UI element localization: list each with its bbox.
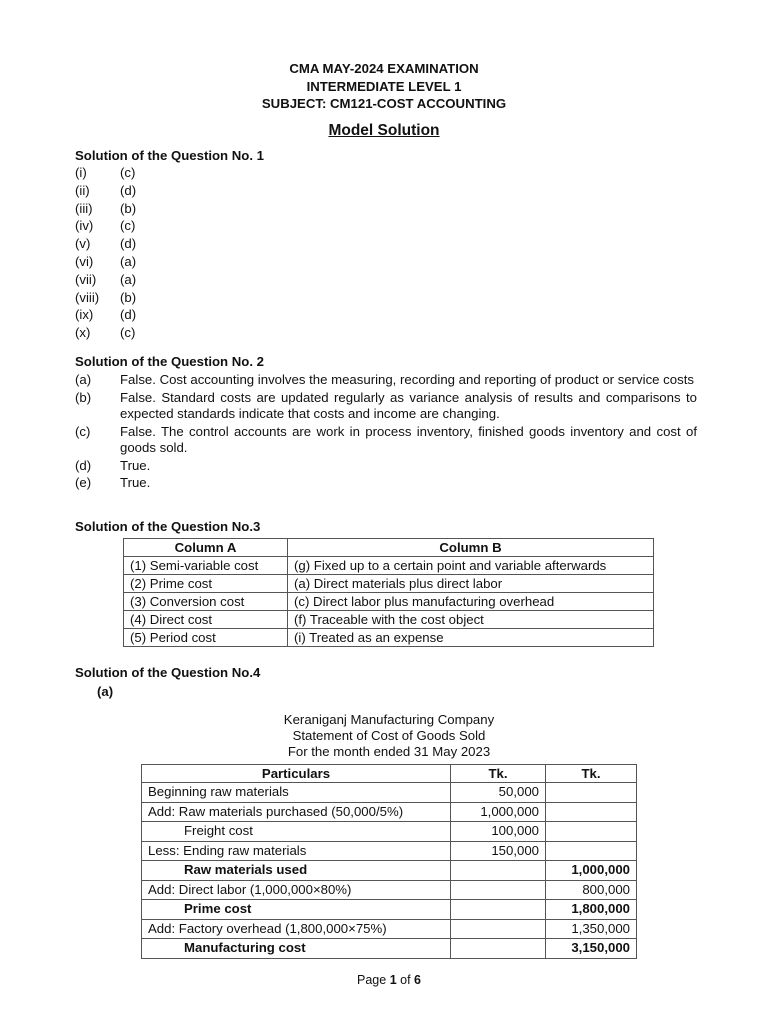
list-item: (e) True. [75,475,151,490]
tk-header-2: Tk. [546,765,637,783]
statement-period: For the month ended 31 May 2023 [287,744,491,759]
list-item: (vii) (a) [75,271,137,287]
q3-matching-table [123,538,654,647]
table-row: Raw materials used 1,000,000 [142,861,637,881]
table-row: (3) Conversion cost (c) Direct labor plus manufacturing overhead [124,593,654,611]
list-item: (iii) (b) [75,200,137,216]
exam-title: CMA MAY-2024 EXAMINATION [289,61,479,76]
table-header-row [142,765,637,783]
table-row: Manufacturing cost 3,150,000 [142,939,637,959]
list-item: (i) (c) [75,165,136,180]
list-item: (ix) (d) [75,307,137,323]
tk-header-1: Tk. [451,765,546,783]
list-item: (viii) (b) [75,289,137,305]
column-b-header: Column B [288,539,654,557]
q4-title: Solution of the Question No.4 [75,665,261,680]
q4-part-label: (a) [97,684,114,699]
table-row: (5) Period cost (i) Treated as an expense [124,629,654,647]
exam-header [0,60,768,113]
list-item: (d) True. [75,457,151,473]
table-row: (1) Semi-variable cost (g) Fixed up to a certain point and variable afterwards [124,557,654,575]
list-item: (c) False. The control accounts are work in process inventory, finished goods inventory and cost of goods sold. [75,423,697,455]
list-item: (a) False. Cost accounting involves the measuring, recording and reporting of product or service costs [75,372,694,387]
list-item: (v) (d) [75,236,137,252]
page-number: Page 1 of 6 [357,973,421,987]
q2-title: Solution of the Question No. 2 [75,354,265,369]
statement-heading [0,712,768,760]
list-item: (iv) (c) [75,218,136,234]
table-row: (2) Prime cost (a) Direct materials plus direct labor [124,575,654,593]
statement-title: Statement of Cost of Goods Sold [292,728,486,743]
table-row: Less: Ending raw materials 150,000 [142,841,637,861]
q1-title: Solution of the Question No. 1 [75,148,265,163]
q1-answer-list [75,164,136,342]
table-row: Freight cost 100,000 [142,822,637,842]
list-item: (b) False. Standard costs are updated regularly as variance analysis of results and comparisons to expected standards indicate that costs and income are changing. [75,389,697,421]
table-header-row [124,539,654,557]
table-row: Add: Raw materials purchased (50,000/5%) 1,000,000 [142,802,637,822]
exam-subject: SUBJECT: CM121-COST ACCOUNTING [261,96,507,111]
particulars-header: Particulars [142,765,451,783]
table-row: Add: Direct labor (1,000,000×80%) 800,000 [142,880,637,900]
q3-title: Solution of the Question No.3 [75,519,261,534]
q2-answer-list [75,372,697,493]
list-item: (vi) (a) [75,253,137,269]
column-a-header: Column A [124,539,288,557]
page-title: Model Solution [328,122,440,139]
exam-level: INTERMEDIATE LEVEL 1 [306,78,462,94]
table-row: Prime cost 1,800,000 [142,900,637,920]
cost-of-goods-table [141,764,637,959]
company-name: Keraniganj Manufacturing Company [283,712,495,727]
table-row: (4) Direct cost (f) Traceable with the cost object [124,611,654,629]
table-row: Beginning raw materials 50,000 [142,783,637,803]
list-item: (x) (c) [75,325,136,341]
list-item: (ii) (d) [75,182,137,198]
table-row: Add: Factory overhead (1,800,000×75%) 1,350,000 [142,919,637,939]
